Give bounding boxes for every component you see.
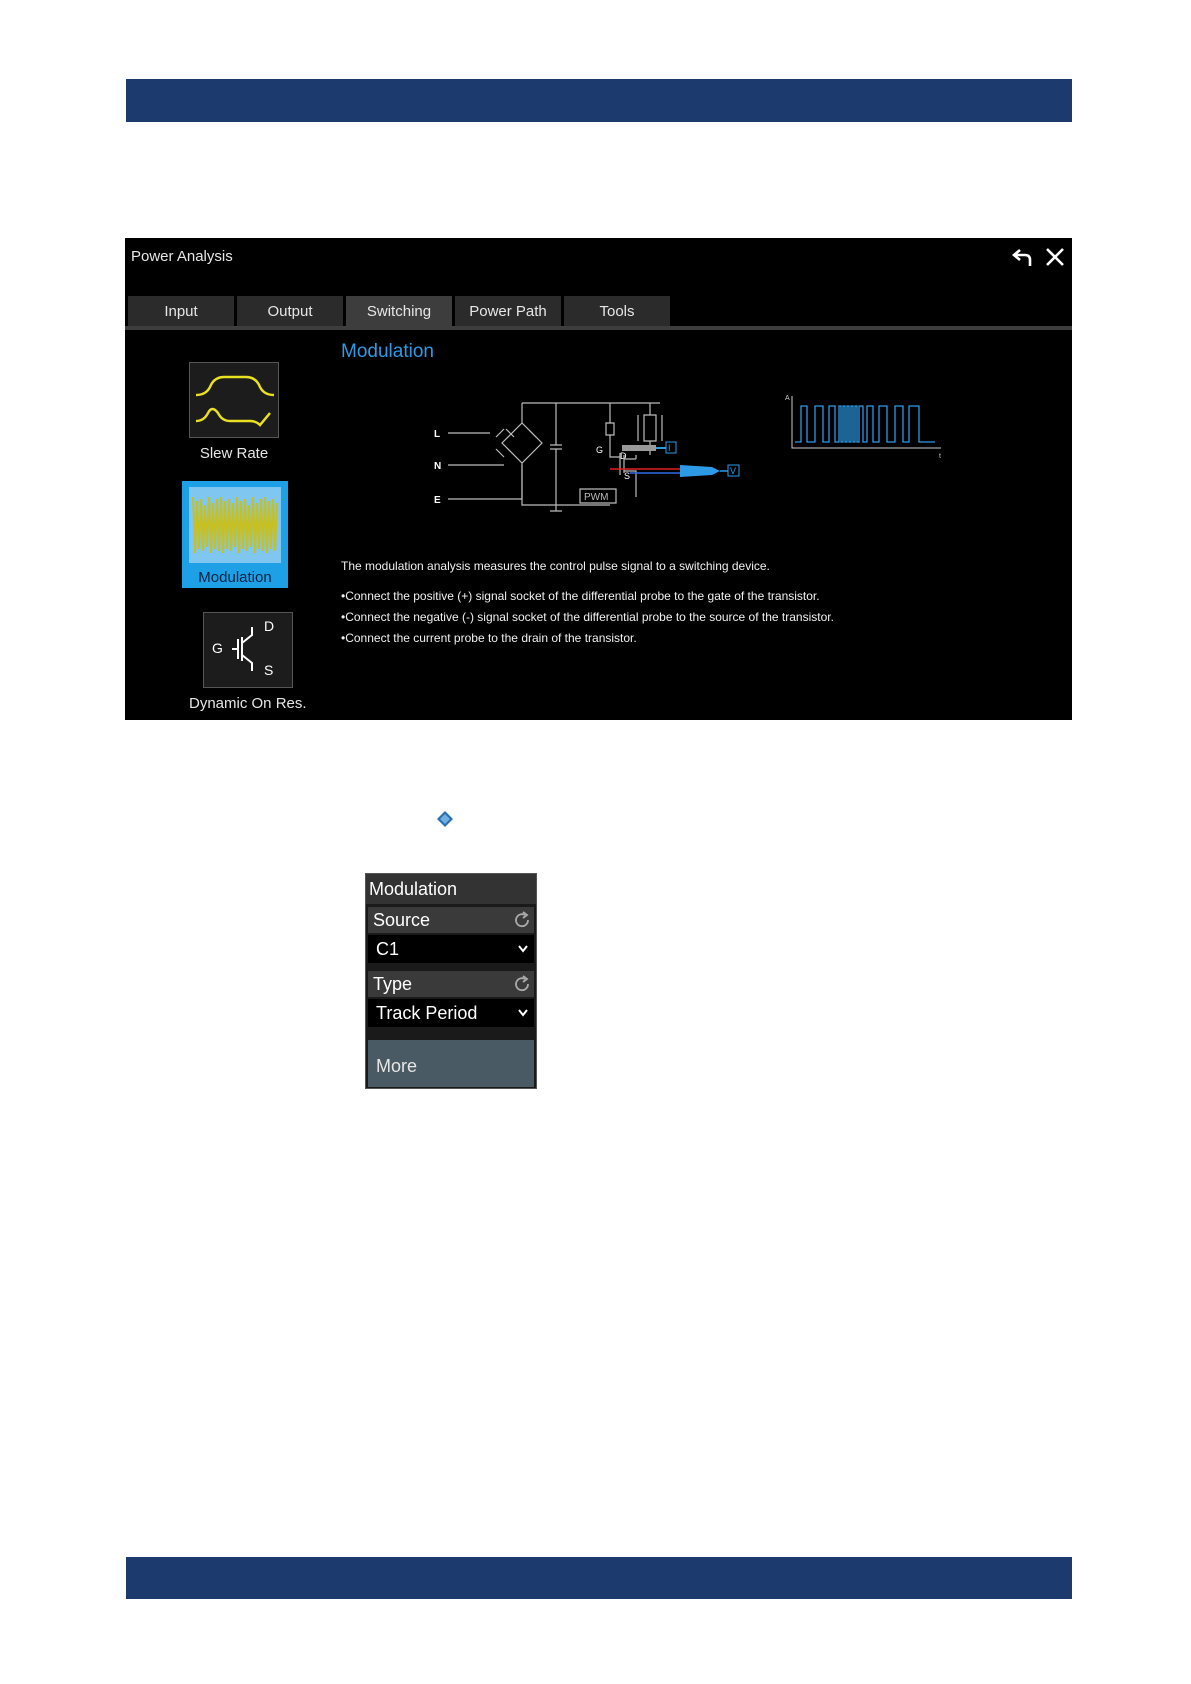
type-label bbox=[368, 971, 534, 997]
tab-input[interactable]: Input bbox=[128, 296, 234, 326]
instruction-item: • Connect the positive (+) signal socket of the differential probe to the gate of the transistor. bbox=[341, 589, 834, 603]
more-button[interactable]: More bbox=[368, 1040, 534, 1087]
modulation-side-menu bbox=[365, 873, 537, 1089]
schematic-label-d: D bbox=[620, 451, 627, 461]
function-slew-rate[interactable] bbox=[189, 362, 279, 462]
menu-title: Modulation bbox=[366, 874, 536, 904]
instruction-item: • Connect the current probe to the drain of the transistor. bbox=[341, 631, 834, 645]
instruction-list bbox=[341, 589, 834, 652]
tab-output[interactable]: Output bbox=[237, 296, 343, 326]
description-text: The modulation analysis measures the control pulse signal to a switching device. bbox=[341, 559, 770, 573]
close-icon[interactable] bbox=[1044, 246, 1066, 268]
source-label bbox=[368, 907, 534, 933]
header-band bbox=[126, 79, 1072, 122]
voltage-probe-label: V bbox=[730, 466, 737, 476]
voltage-probe bbox=[680, 465, 720, 477]
section-title: Modulation bbox=[341, 341, 434, 362]
type-dropdown[interactable] bbox=[368, 999, 534, 1027]
chevron-down-icon bbox=[518, 1009, 528, 1017]
reset-icon[interactable] bbox=[513, 975, 531, 993]
schematic-label-s: S bbox=[624, 471, 631, 481]
thumb-label-g: G bbox=[211, 640, 223, 656]
undo-icon[interactable] bbox=[1012, 246, 1034, 268]
transistor-icon bbox=[203, 612, 293, 688]
schematic-label-e: E bbox=[434, 495, 441, 506]
slew-rate-icon bbox=[189, 362, 279, 438]
thumb-label-d: D bbox=[263, 618, 274, 634]
type-label-text: Type bbox=[373, 974, 413, 994]
function-label: Slew Rate bbox=[199, 445, 269, 462]
thumb-label-s: S bbox=[263, 662, 274, 678]
modulation-icon bbox=[189, 487, 281, 563]
circuit-schematic bbox=[430, 393, 770, 513]
schematic-label-g: G bbox=[596, 445, 604, 455]
function-label: Modulation bbox=[198, 569, 272, 586]
power-analysis-dialog bbox=[125, 238, 1072, 720]
function-label: Dynamic On Res. bbox=[189, 695, 307, 712]
tab-bar bbox=[128, 296, 670, 326]
waveform-axis-t: t bbox=[939, 453, 941, 460]
tab-switching[interactable]: Switching bbox=[346, 296, 452, 326]
schematic-label-n: N bbox=[434, 461, 442, 472]
type-value: Track Period bbox=[376, 1003, 478, 1023]
footer-band bbox=[126, 1557, 1072, 1599]
chevron-down-icon bbox=[518, 945, 528, 953]
source-label-text: Source bbox=[373, 910, 431, 930]
pwm-waveform bbox=[785, 390, 945, 460]
pwm-label: PWM bbox=[584, 492, 609, 503]
source-dropdown[interactable] bbox=[368, 935, 534, 963]
waveform-axis-a: A bbox=[785, 395, 790, 402]
function-dynamic-on-res[interactable] bbox=[189, 612, 307, 712]
current-probe-label: I bbox=[668, 443, 671, 453]
current-probe bbox=[622, 445, 656, 451]
instruction-item: • Connect the negative (-) signal socket of the differential probe to the source of the transistor. bbox=[341, 610, 834, 624]
tab-power-path[interactable]: Power Path bbox=[455, 296, 561, 326]
function-modulation[interactable] bbox=[182, 481, 288, 588]
schematic-label-l: L bbox=[434, 429, 441, 440]
dialog-title: Power Analysis bbox=[131, 248, 233, 265]
reset-icon[interactable] bbox=[513, 911, 531, 929]
tab-tools[interactable]: Tools bbox=[564, 296, 670, 326]
source-value: C1 bbox=[376, 939, 400, 959]
diamond-icon bbox=[437, 811, 453, 827]
tab-underline bbox=[125, 326, 1072, 330]
